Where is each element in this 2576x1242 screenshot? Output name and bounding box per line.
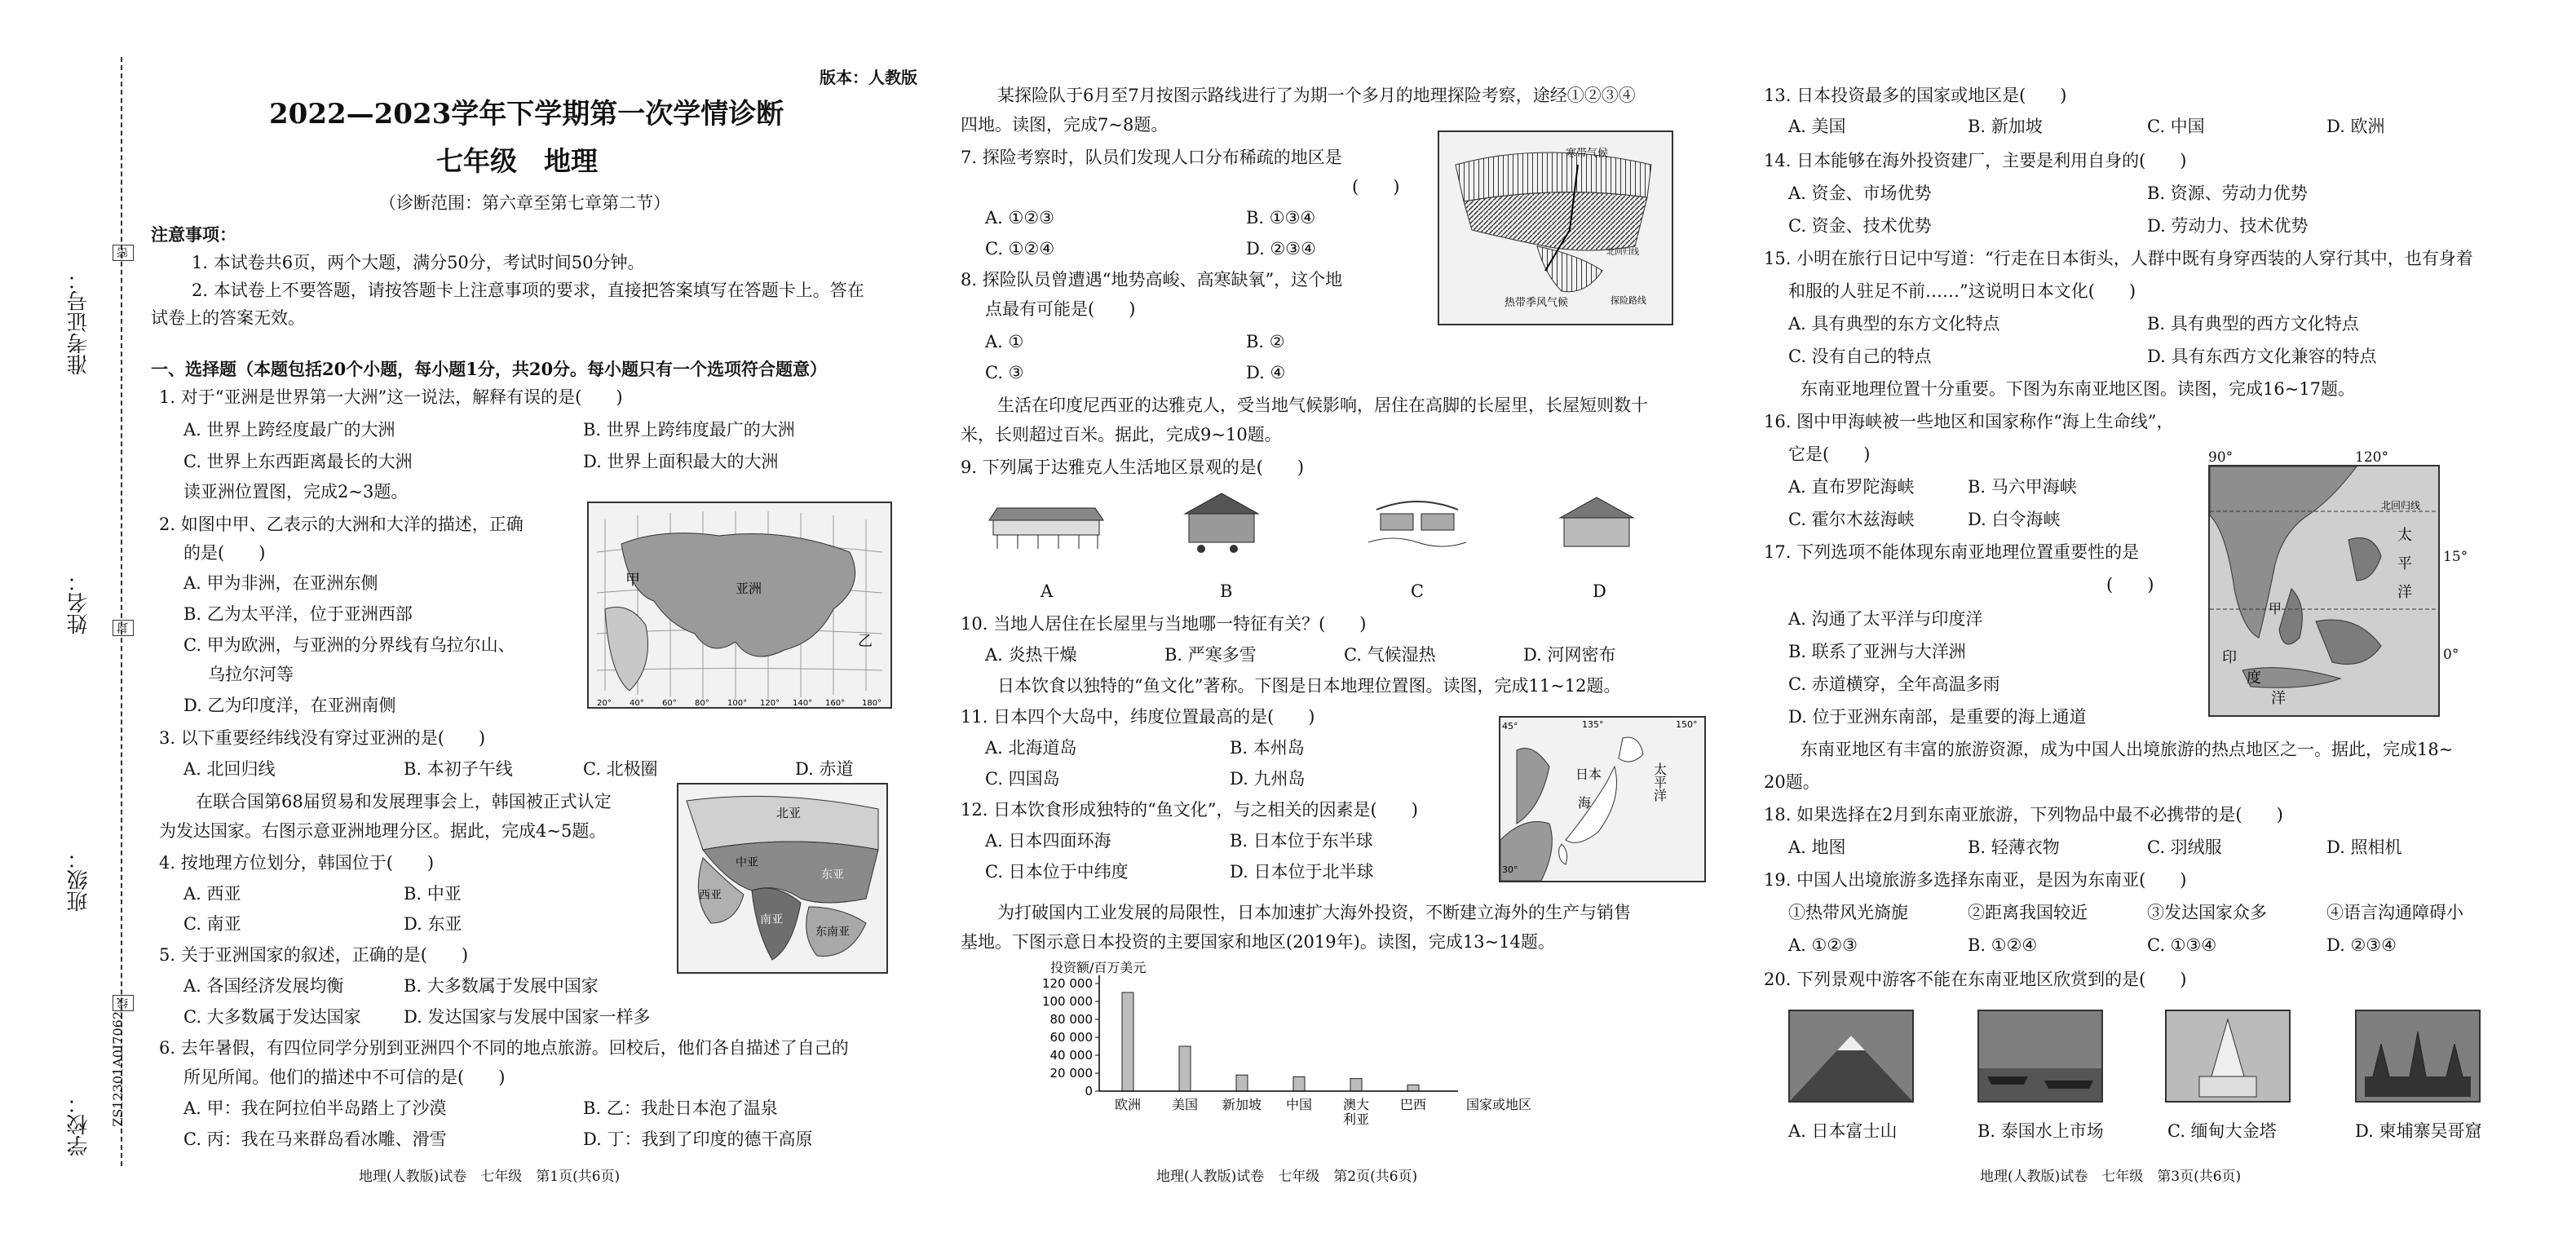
q17-option-d: D. 位于亚洲东南部，是重要的海上通道 — [1788, 707, 2087, 727]
map1-label-jia: 甲 — [625, 572, 640, 589]
q20-option-d: D. 柬埔寨吴哥窟 — [2355, 1121, 2482, 1141]
q12-option-d: D. 日本位于北半球 — [1230, 862, 1374, 882]
asia-position-map-svg — [589, 503, 890, 707]
map4-lat-2: 30° — [1502, 864, 1518, 875]
q19-option-d: D. ②③④ — [2326, 935, 2397, 955]
question-5: 5. 关于亚洲国家的叙述，正确的是( ) — [159, 945, 469, 965]
page-1-footer: 地理(人教版)试卷 七年级 第1页(共6页) — [359, 1169, 621, 1185]
chart-y-tick-label: 100 000 — [1041, 994, 1093, 1009]
question-15-cont: 和服的人驻足不前……”这说明日本文化( ) — [1788, 281, 2136, 301]
question-19: 19. 中国人出境旅游多选择东南亚，是因为东南亚( ) — [1764, 870, 2187, 890]
q11-option-c: C. 四国岛 — [985, 769, 1060, 789]
q10-option-d: D. 河网密布 — [1523, 645, 1616, 665]
name-label: 姓名： — [67, 571, 91, 634]
q18-option-b: B. 轻薄衣物 — [1968, 838, 2060, 857]
q3-option-b: B. 本初子午线 — [404, 759, 513, 779]
chart-y-tick-label: 120 000 — [1041, 976, 1093, 991]
q7-option-c: C. ①②④ — [985, 239, 1055, 259]
q1-option-d: D. 世界上面积最大的大洲 — [583, 452, 779, 471]
seal-mark-3: 线 — [113, 995, 134, 1011]
question-16: 16. 图中甲海峡被一些地区和国家称作“海上生命线”， — [1764, 412, 2174, 431]
q9-image-b — [1177, 485, 1266, 555]
q2-option-a: A. 甲为非洲，在亚洲东侧 — [183, 573, 378, 593]
q18-option-d: D. 照相机 — [2326, 838, 2402, 857]
chart-bar — [1122, 992, 1133, 1091]
question-17-paren: ( ) — [2106, 575, 2154, 594]
q9-image-c — [1368, 493, 1466, 555]
map5-label-yang: 洋 — [2397, 584, 2412, 601]
q20-option-c: C. 缅甸大金塔 — [2167, 1121, 2277, 1141]
map2-label-nanya: 南亚 — [760, 913, 783, 926]
q19-item-4: ④语言沟通障碍小 — [2326, 903, 2463, 922]
q2-option-c-cont: 乌拉尔河等 — [208, 665, 294, 684]
q8-option-a: A. ① — [985, 332, 1024, 351]
q11-option-a: A. 北海道岛 — [985, 738, 1077, 758]
chart-x-tick-label: 澳大 — [1342, 1097, 1370, 1112]
q16-option-b: B. 马六甲海峡 — [1968, 477, 2077, 497]
q7-option-a: A. ①②③ — [985, 208, 1054, 228]
q9-snow-cabin-sketch — [1177, 485, 1266, 555]
map1-lon-2: 40° — [630, 699, 644, 708]
q2-option-d: D. 乙为印度洋，在亚洲南侧 — [183, 696, 396, 715]
q16-option-a: A. 直布罗陀海峡 — [1788, 477, 1915, 497]
page-2-footer: 地理(人教版)试卷 七年级 第2页(共6页) — [1156, 1169, 1418, 1185]
map5-lat-1: 15° — [2443, 549, 2468, 565]
intro-q18-20-cont: 20题。 — [1764, 772, 1820, 792]
map2-label-beiya: 北亚 — [776, 806, 802, 820]
chart-y-tick-label: 80 000 — [1049, 1012, 1093, 1027]
q9-option-c-label: C — [1411, 581, 1425, 601]
map2-label-dongnanya: 东南亚 — [815, 926, 850, 939]
q9-image-d — [1556, 493, 1637, 555]
question-8: 8. 探险队员曾遭遇“地势高峻、高寒缺氧”，这个地 — [961, 270, 1343, 290]
question-4: 4. 按地理方位划分，韩国位于( ) — [159, 853, 435, 873]
chart-bars — [1122, 992, 1419, 1091]
question-8-cont: 点最有可能是( ) — [985, 299, 1136, 319]
q14-option-b: B. 资源、劳动力优势 — [2147, 183, 2308, 203]
fuji-photo-sketch — [1790, 1011, 1912, 1101]
map2-label-dongya: 东亚 — [821, 869, 844, 882]
q19-item-2: ②距离我国较近 — [1968, 903, 2088, 922]
map5-label-yang2: 洋 — [2271, 690, 2286, 707]
expedition-climate-map-svg — [1439, 132, 1672, 324]
q15-option-b: B. 具有典型的西方文化特点 — [2147, 314, 2359, 334]
map1-label-asia: 亚洲 — [736, 581, 762, 596]
school-label: 学校： — [67, 1093, 91, 1156]
question-7-paren: ( ) — [1352, 177, 1400, 197]
chart-bar — [1236, 1075, 1248, 1091]
q19-item-3: ③发达国家众多 — [2147, 903, 2267, 922]
map5-label-tai: 太 — [2397, 527, 2412, 544]
chart-x-tick-label: 新加坡 — [1222, 1097, 1262, 1112]
q3-option-c: C. 北极圈 — [583, 759, 658, 779]
page-3-footer: 地理(人教版)试卷 七年级 第3页(共6页) — [1980, 1169, 2242, 1185]
intro-q13-14: 为打破国内工业发展的局限性，日本加速扩大海外投资，不断建立海外的生产与销售 — [997, 903, 1631, 922]
q16-option-c: C. 霍尔木兹海峡 — [1788, 510, 1915, 529]
golden-pagoda-photo-sketch — [2167, 1011, 2289, 1101]
map5-label-du: 度 — [2247, 670, 2261, 687]
q9-option-d-label: D — [1593, 581, 1606, 601]
q13-option-c: C. 中国 — [2147, 117, 2205, 136]
question-2-cont: 的是( ) — [183, 543, 266, 563]
q9-option-a-label: A — [1041, 581, 1054, 601]
q13-option-b: B. 新加坡 — [1968, 117, 2043, 136]
q9-image-a — [985, 496, 1107, 555]
map3-label-tropic: 热带季风气候 — [1505, 297, 1569, 309]
map1-lon-9: 180° — [862, 699, 882, 708]
q6-option-c: C. 丙：我在马来群岛看冰雕、滑雪 — [183, 1129, 447, 1149]
map1-lon-7: 140° — [793, 699, 813, 708]
chart-x-tick-label: 美国 — [1171, 1097, 1199, 1112]
q4-option-d: D. 东亚 — [404, 914, 462, 934]
chart-y-ticks — [1042, 976, 1099, 1098]
q19-option-a: A. ①②③ — [1788, 935, 1858, 955]
map1-lon-3: 60° — [662, 699, 677, 708]
chart-x-tick-label: 利亚 — [1342, 1112, 1370, 1127]
binding-strip — [0, 0, 143, 1242]
map3-label-arctic: 北回归线 — [1606, 248, 1639, 257]
intro-q9-10-cont: 米，长则超过百米。据此，完成9~10题。 — [961, 425, 1282, 444]
seal-mark-1: 密 — [113, 245, 134, 261]
investment-bar-chart — [1018, 960, 1532, 1132]
page-1 — [151, 0, 917, 1242]
chart-y-tick-label: 60 000 — [1049, 1030, 1093, 1045]
q16-option-d: D. 白令海峡 — [1968, 510, 2061, 529]
map2-label-zhongya: 中亚 — [736, 856, 758, 869]
q5-option-d: D. 发达国家与发展中国家一样多 — [404, 1007, 651, 1027]
question-2: 2. 如图中甲、乙表示的大洲和大洋的描述，正确 — [159, 515, 524, 534]
q9-cave-dwelling-sketch — [1556, 493, 1637, 555]
intro-q4-5: 在联合国第68届贸易和发展理事会上，韩国被正式认定 — [196, 792, 612, 811]
q3-option-a: A. 北回归线 — [183, 759, 276, 779]
q20-image-angkor-wat — [2355, 1010, 2481, 1103]
q15-option-c: C. 没有自己的特点 — [1788, 347, 1932, 366]
q18-option-c: C. 羽绒服 — [2147, 838, 2222, 857]
chart-y-tick-label: 20 000 — [1049, 1066, 1093, 1081]
map4-lat-1: 45° — [1502, 721, 1518, 731]
question-3: 3. 以下重要经纬线没有穿过亚洲的是( ) — [159, 728, 486, 748]
q2-option-c: C. 甲为欧洲，与亚洲的分界线有乌拉尔山、 — [183, 635, 515, 655]
question-11: 11. 日本四个大岛中，纬度位置最高的是( ) — [961, 707, 1315, 727]
q9-longhouse-sketch — [985, 496, 1107, 555]
asia-position-map — [587, 502, 892, 709]
chart-bar — [1407, 1085, 1419, 1091]
q1-option-c: C. 世界上东西距离最长的大洲 — [183, 452, 413, 471]
q10-option-a: A. 炎热干燥 — [985, 645, 1077, 665]
map5-lat-2: 0° — [2443, 647, 2459, 663]
q19-item-1: ①热带风光旖旎 — [1788, 903, 1908, 922]
asia-regions-map-svg — [678, 785, 886, 972]
q7-option-d: D. ②③④ — [1246, 239, 1316, 259]
map1-label-yi: 乙 — [858, 633, 873, 650]
question-15: 15. 小明在旅行日记中写道：“行走在日本街头，人群中既有身穿西装的人穿行其中，也有身着 — [1764, 249, 2473, 268]
edition-label: 版本：人教版 — [820, 68, 917, 87]
intro-q9-10: 生活在印度尼西亚的达雅克人，受当地气候影响，居住在高脚的长屋里，长屋短则数十 — [997, 396, 1648, 415]
q20-image-golden-pagoda — [2165, 1010, 2291, 1103]
map1-lon-1: 20° — [597, 699, 612, 708]
map5-label-ping: 平 — [2397, 555, 2412, 572]
q14-option-c: C. 资金、技术优势 — [1788, 216, 1932, 236]
chart-bar — [1179, 1046, 1191, 1091]
map4-label-riben: 日本 — [1575, 767, 1602, 782]
chart-x-tick-label: 中国 — [1285, 1097, 1313, 1112]
q20-image-fuji — [1788, 1010, 1914, 1103]
chart-bar — [1350, 1079, 1362, 1091]
intro-q4-5-cont: 为发达国家。右图示意亚洲地理分区。据此，完成4~5题。 — [159, 821, 607, 841]
chart-x-tick-label: 欧洲 — [1114, 1097, 1142, 1112]
q17-option-a: A. 沟通了太平洋与印度洋 — [1788, 609, 1983, 629]
intro-q16-17: 东南亚地理位置十分重要。下图为东南亚地区图。读图，完成16~17题。 — [1801, 379, 2356, 399]
q13-option-d: D. 欧洲 — [2326, 117, 2385, 136]
japan-location-map — [1499, 716, 1706, 882]
chart-y-tick-label: 40 000 — [1049, 1048, 1093, 1063]
map5-lon-2: 120° — [2355, 449, 2388, 466]
map4-label-taipingyang: 太平洋 — [1651, 762, 1668, 802]
chart-bar — [1293, 1076, 1305, 1091]
notice-2b: 试卷上的答案无效。 — [151, 308, 305, 328]
chart-y-label: 投资额/百万美元 — [1050, 960, 1147, 975]
chart-y-tick-label: 0 — [1085, 1084, 1093, 1098]
q11-option-d: D. 九州岛 — [1230, 769, 1306, 789]
exam-scope: （诊断范围：第六章至第七章第二节） — [379, 193, 670, 213]
q8-option-b: B. ② — [1246, 332, 1285, 351]
q5-option-c: C. 大多数属于发达国家 — [183, 1007, 361, 1027]
map5-label-yin: 印 — [2222, 649, 2237, 666]
intro-q7-8: 某探险队于6月至7月按图示路线进行了为期一个多月的地理探险考察，途经①②③④ — [997, 86, 1636, 105]
q5-option-b: B. 大多数属于发展中国家 — [404, 976, 599, 996]
q12-option-b: B. 日本位于东半球 — [1230, 831, 1373, 851]
q1-option-b: B. 世界上跨纬度最广的大洲 — [583, 420, 795, 440]
map4-label-hai: 海 — [1578, 795, 1592, 811]
map1-lon-8: 160° — [825, 699, 846, 708]
angkor-wat-photo-sketch — [2357, 1011, 2479, 1101]
page-2 — [961, 0, 1715, 1242]
q8-option-c: C. ③ — [985, 363, 1024, 382]
q15-option-d: D. 具有东西方文化兼容的特点 — [2147, 347, 2377, 366]
q6-option-b: B. 乙：我赴日本泡了温泉 — [583, 1098, 778, 1118]
q20-option-a: A. 日本富士山 — [1788, 1121, 1898, 1141]
question-17: 17. 下列选项不能体现东南亚地理位置重要性的是 — [1764, 542, 2140, 562]
exam-id-label: 准考证号： — [67, 269, 91, 375]
map4-lon-2: 150° — [1676, 719, 1698, 730]
question-13: 13. 日本投资最多的国家或地区是( ) — [1764, 86, 2067, 105]
q9-water-village-sketch — [1368, 493, 1466, 555]
q11-option-b: B. 本州岛 — [1230, 738, 1305, 758]
map1-lon-6: 120° — [760, 699, 780, 708]
question-20: 20. 下列景观中游客不能在东南亚地区欣赏到的是( ) — [1764, 970, 2187, 989]
seal-mark-2: 封 — [113, 620, 134, 636]
intro-q7-8-cont: 四地。读图，完成7~8题。 — [961, 115, 1169, 135]
question-9: 9. 下列属于达雅克人生活地区景观的是( ) — [961, 457, 1305, 477]
q14-option-d: D. 劳动力、技术优势 — [2147, 216, 2309, 236]
intro-q11-12: 日本饮食以独特的“鱼文化”著称。下图是日本地理位置图。读图，完成11~12题。 — [997, 676, 1621, 696]
q12-option-a: A. 日本四面环海 — [985, 831, 1111, 851]
q15-option-a: A. 具有典型的东方文化特点 — [1788, 314, 2000, 334]
intro-q18-20: 东南亚地区有丰富的旅游资源，成为中国人出境旅游的热点地区之一。据此，完成18~ — [1801, 740, 2454, 759]
question-6-cont: 所见所闻。他们的描述中不可信的是( ) — [183, 1067, 506, 1087]
asia-regions-map — [677, 783, 888, 974]
q19-option-c: C. ①③④ — [2147, 935, 2217, 955]
q6-option-d: D. 丁：我到了印度的德干高原 — [583, 1129, 813, 1149]
q10-option-b: B. 严寒多雪 — [1164, 645, 1257, 665]
notice-1: 1. 本试卷共6页，两个大题，满分50分，考试时间50分钟。 — [192, 253, 645, 272]
question-12: 12. 日本饮食形成独特的“鱼文化”，与之相关的因素是( ) — [961, 800, 1418, 820]
q20-image-floating-market — [1977, 1010, 2103, 1103]
q9-option-b-label: B — [1220, 581, 1233, 601]
chart-x-label: 国家或地区 — [1466, 1097, 1532, 1112]
map3-label-cold: 寒带气候 — [1566, 148, 1609, 160]
paper-code: ZS12301A0I7062 — [110, 1011, 126, 1127]
map5-lon-1: 90° — [2208, 449, 2234, 466]
floating-market-photo-sketch — [1979, 1011, 2101, 1101]
question-16-cont: 它是( ) — [1788, 444, 1871, 464]
southeast-asia-map-svg — [2210, 466, 2438, 715]
map2-label-xiya: 西亚 — [699, 889, 722, 902]
question-7: 7. 探险考察时，队员们发现人口分布稀疏的地区是 — [961, 148, 1342, 167]
map5-label-jia: 甲 — [2269, 601, 2282, 617]
q17-option-b: B. 联系了亚洲与大洋洲 — [1788, 642, 1966, 661]
q5-option-a: A. 各国经济发展均衡 — [183, 976, 344, 996]
map4-lon-1: 135° — [1582, 719, 1604, 730]
map3-label-route: 探险路线 — [1611, 295, 1646, 306]
q4-option-c: C. 南亚 — [183, 914, 241, 934]
q4-option-a: A. 西亚 — [183, 884, 241, 904]
intro-q2-3: 读亚洲位置图，完成2~3题。 — [183, 482, 409, 502]
notice-title: 注意事项： — [151, 224, 236, 245]
question-10: 10. 当地人居住在长屋里与当地哪一特征有关？( ) — [961, 614, 1367, 634]
question-6: 6. 去年暑假，有四位同学分别到亚洲四个不同的地点旅游。回校后，他们各自描述了自己的 — [159, 1038, 849, 1058]
question-18: 18. 如果选择在2月到东南亚旅游，下列物品中最不必携带的是( ) — [1764, 805, 2283, 824]
q18-option-a: A. 地图 — [1788, 838, 1846, 857]
map1-lon-4: 80° — [695, 699, 709, 708]
q4-option-b: B. 中亚 — [404, 884, 462, 904]
section-1-heading: 一、选择题（本题包括20个小题，每小题1分，共20分。每小题只有一个选项符合题意） — [151, 359, 828, 379]
expedition-climate-map — [1438, 130, 1673, 325]
map1-lon-5: 100° — [727, 699, 748, 708]
q12-option-c: C. 日本位于中纬度 — [985, 862, 1129, 882]
question-1: 1. 对于“亚洲是世界第一大洲”这一说法，解释有误的是( ) — [159, 387, 623, 407]
q3-option-d: D. 赤道 — [795, 759, 854, 779]
q14-option-a: A. 资金、市场优势 — [1788, 183, 1932, 203]
q13-option-a: A. 美国 — [1788, 117, 1846, 136]
q8-option-d: D. ④ — [1246, 363, 1286, 382]
q1-option-a: A. 世界上跨经度最广的大洲 — [183, 420, 395, 440]
southeast-asia-map — [2208, 465, 2440, 717]
q7-option-b: B. ①③④ — [1246, 208, 1316, 228]
intro-q13-14-cont: 基地。下图示意日本投资的主要国家和地区(2019年)。读图，完成13~14题。 — [961, 932, 1555, 952]
page-3 — [1764, 0, 2530, 1242]
map5-label-arctic: 北回归线 — [2381, 500, 2421, 511]
q20-option-b: B. 泰国水上市场 — [1977, 1121, 2104, 1141]
q2-option-b: B. 乙为太平洋，位于亚洲西部 — [183, 604, 413, 624]
japan-location-map-svg — [1500, 718, 1704, 881]
q19-option-b: B. ①②④ — [1968, 935, 2038, 955]
class-label: 班级： — [67, 848, 91, 912]
chart-x-labels — [1115, 1097, 1426, 1127]
exam-subtitle: 七年级 地理 — [436, 145, 598, 177]
chart-x-tick-label: 巴西 — [1399, 1097, 1427, 1112]
q10-option-c: C. 气候湿热 — [1344, 645, 1436, 665]
notice-2a: 2. 本试卷上不要答题，请按答题卡上注意事项的要求，直接把答案填写在答题卡上。答在 — [192, 281, 864, 300]
q17-option-c: C. 赤道横穿，全年高温多雨 — [1788, 674, 2000, 694]
question-14: 14. 日本能够在海外投资建厂，主要是利用自身的( ) — [1764, 151, 2187, 170]
exam-title: 2022—2023学年下学期第一次学情诊断 — [269, 98, 784, 130]
q6-option-a: A. 甲：我在阿拉伯半岛踏上了沙漠 — [183, 1098, 447, 1118]
